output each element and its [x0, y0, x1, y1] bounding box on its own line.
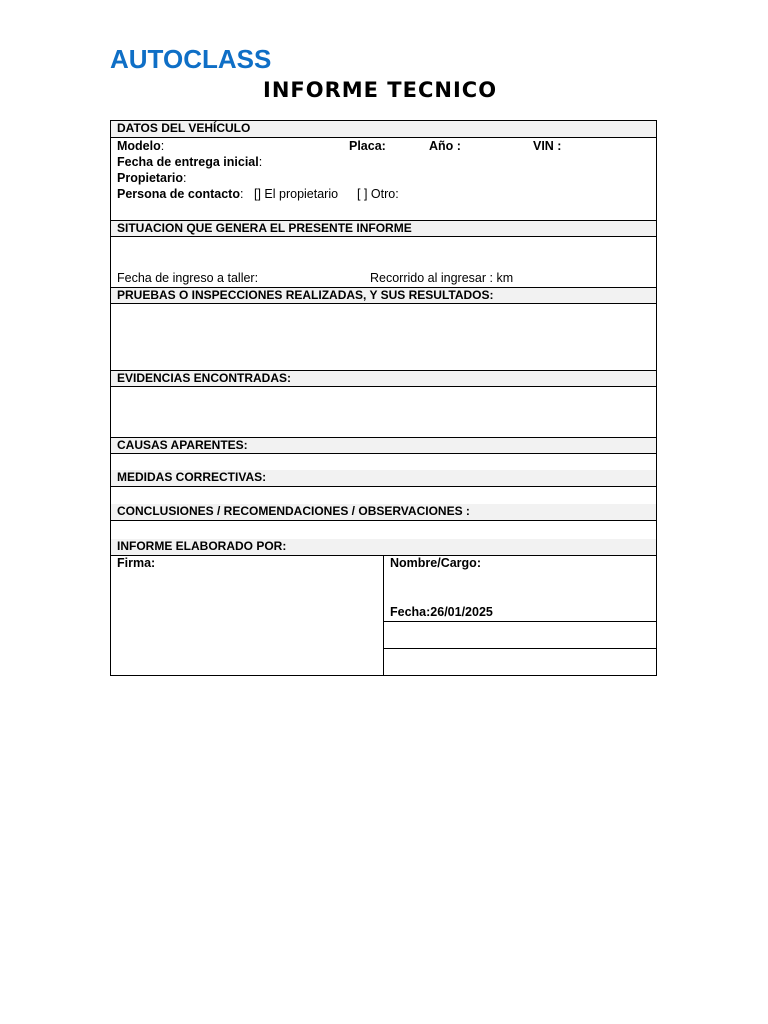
section-header-situacion: SITUACION QUE GENERA EL PRESENTE INFORME: [111, 220, 656, 237]
section-header-conclusiones: CONCLUSIONES / RECOMENDACIONES / OBSERVACIONES :: [111, 504, 656, 521]
section-header-causas: CAUSAS APARENTES:: [111, 437, 656, 454]
section-header-evidencias: EVIDENCIAS ENCONTRADAS:: [111, 370, 656, 387]
firma-label: Firma:: [117, 556, 156, 570]
section-header-vehicle: DATOS DEL VEHÍCULO: [111, 121, 656, 138]
vin-label: VIN :: [533, 139, 562, 153]
section-header-medidas: MEDIDAS CORRECTIVAS:: [111, 470, 656, 487]
report-form: [110, 120, 657, 676]
anio-label: Año :: [429, 139, 461, 153]
page-title: INFORME TECNICO: [263, 78, 498, 102]
contacto-label: Persona de contacto:: [117, 187, 244, 201]
contacto-option-propietario[interactable]: [] El propietario: [254, 187, 339, 201]
placa-label: Placa:: [349, 139, 386, 153]
contacto-option-otro[interactable]: [ ] Otro:: [357, 187, 399, 201]
propietario-label: Propietario:: [117, 171, 187, 185]
fecha-entrega-label: Fecha de entrega inicial:: [117, 155, 263, 169]
nombre-cargo-label: Nombre/Cargo:: [390, 556, 481, 570]
modelo-label: Modelo:: [117, 139, 165, 153]
section-header-pruebas: PRUEBAS O INSPECCIONES REALIZADAS, Y SUS RESULTADOS:: [111, 287, 656, 304]
divider: [383, 648, 656, 649]
fecha-label: Fecha:26/01/2025: [390, 605, 493, 619]
fecha-ingreso-label: Fecha de ingreso a taller:: [117, 271, 259, 285]
recorrido-label: Recorrido al ingresar : km: [370, 271, 514, 285]
divider: [383, 621, 656, 622]
signature-divider: [383, 555, 384, 676]
section-header-elaborado: INFORME ELABORADO POR:: [111, 539, 656, 556]
brand-logo-text: AUTOCLASS: [110, 44, 272, 74]
